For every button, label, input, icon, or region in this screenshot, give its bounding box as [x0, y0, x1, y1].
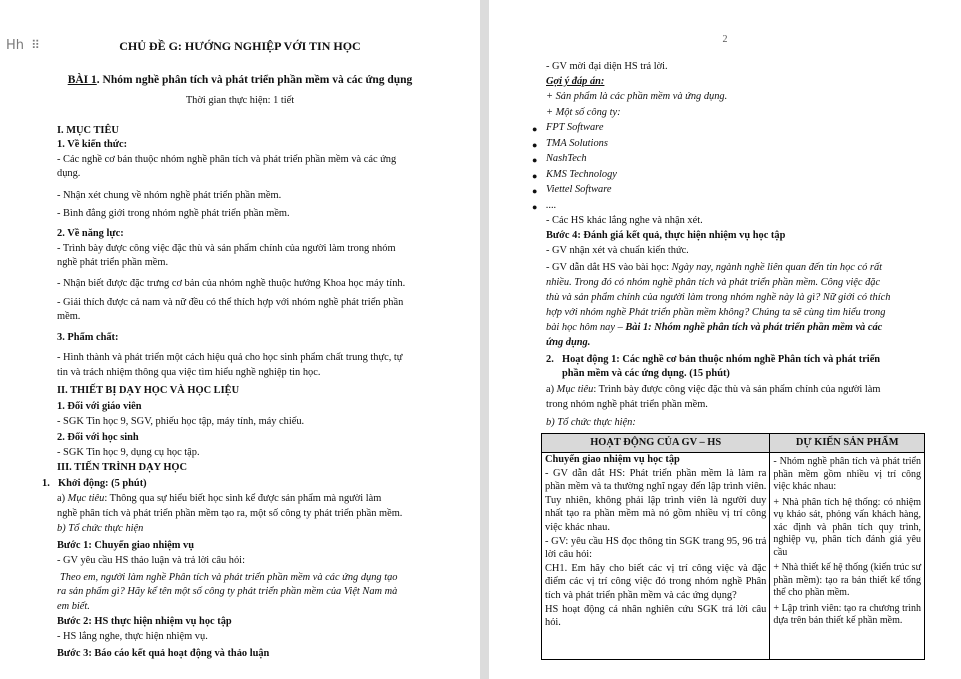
text-line: - SGK Tin học 9, SGV, phiếu học tập, máy tính, máy chiếu.: [57, 416, 305, 427]
text-line: - GV nhận xét và chuẩn kiến thức.: [546, 245, 689, 256]
text-line: - Các HS khác lắng nghe và nhận xét.: [546, 215, 703, 226]
text-line: - GV dẫn dắt HS vào bài học: Ngày nay, ngành nghề liên quan đến tin học có rất: [546, 262, 883, 273]
bullet-icon: ●: [532, 124, 538, 134]
text-line: hợp với nhóm nghề Phát triển phần mềm không? Chúng ta sẽ cùng tìm hiểu trong: [546, 307, 886, 318]
cell-paragraph: - Nhóm nghề phân tích và phát triển phần mềm gồm nhiều vị trí công việc khác nhau:: [773, 456, 921, 492]
document-page-1: [0, 0, 480, 679]
text-line: dụng.: [57, 168, 81, 179]
text-line: Theo em, người làm nghề Phân tích và phát triển phần mềm và các ứng dụng tạo: [60, 572, 398, 583]
text-line: - Trình bày được công việc đặc thù và sản phẩm chính của người làm trong nhóm: [57, 243, 396, 254]
lesson-prefix: BÀI 1: [67, 74, 97, 86]
text-line: - GV yêu cầu HS thảo luận và trả lời câu hỏi:: [57, 555, 245, 566]
page-gap: [480, 0, 489, 679]
table-header: HOẠT ĐỘNG CỦA GV – HS: [542, 434, 770, 453]
text-line: - Nhận xét chung về nhóm nghề phát triển phần mềm.: [57, 190, 282, 201]
text-line: ứng dụng.: [546, 337, 591, 348]
text-line: - Bình đẳng giới trong nhóm nghề phát triển phần mềm.: [57, 208, 290, 219]
text-line: ra sản phẩm gì? Hãy kể tên một số công ty phát triển phần mềm của Việt Nam mà: [57, 586, 398, 597]
list-item: NashTech: [546, 153, 587, 164]
heading-knowledge: 1. Về kiến thức:: [57, 139, 128, 150]
heading-suggested-answer: Gợi ý đáp án:: [546, 76, 605, 87]
cell-paragraph: + Lập trình viên: tạo ra chương trình dựa trên bản thiết kế phần mềm.: [773, 602, 921, 626]
table-row: [542, 453, 925, 660]
heading-step4: Bước 4: Đánh giá kết quả, thực hiện nhiệm vụ học tập: [546, 230, 786, 241]
list-number: 2.: [546, 354, 554, 365]
heading-step1: Bước 1: Chuyển giao nhiệm vụ: [57, 540, 194, 551]
lesson-title-text: . Nhóm nghề phân tích và phát triển phần mềm và các ứng dụng: [96, 74, 413, 86]
text-line: a) Mục tiêu: Trình bày được công việc đặc thù và sản phẩm chính của người làm: [546, 384, 881, 395]
list-number: 1.: [42, 478, 50, 489]
text-line: - Giải thích được cả nam và nữ đều có thể thích hợp với nhóm nghề phát triển phần: [57, 297, 404, 308]
bullet-icon: ●: [532, 202, 538, 212]
bullet-icon: ●: [532, 171, 538, 181]
heading-step2: Bước 2: HS thực hiện nhiệm vụ học tập: [57, 616, 232, 627]
table-cell-products: [770, 453, 925, 660]
heading-qualities: 3. Phẩm chất:: [57, 332, 119, 343]
text-line: a) Mục tiêu: Thông qua sự hiểu biết học sinh kể được sản phẩm mà người làm: [57, 493, 382, 504]
text-line: - Các nghề cơ bản thuộc nhóm nghề phân tích và phát triển phần mềm và các ứng: [57, 154, 397, 165]
text-line: tin và trách nhiệm thông qua việc tìm hiểu nghề nghiệp tin học.: [57, 367, 321, 378]
heading-activity1-cont: phần mềm và các ứng dụng. (15 phút): [562, 368, 730, 379]
text-line: nhiều. Trong đó có nhóm nghề phân tích và phát triển phần mềm. Công việc đặc: [546, 277, 881, 288]
text-line: trong nhóm nghề phát triển phần mềm.: [546, 399, 708, 410]
section-objectives: I. MỤC TIÊU: [57, 125, 119, 136]
drag-handle-icon[interactable]: ⠿: [31, 38, 39, 52]
lesson-title: [0, 73, 480, 88]
text-line: + Một số công ty:: [546, 107, 621, 118]
duration: Thời gian thực hiện: 1 tiết: [185, 95, 295, 106]
text-line: - Hình thành và phát triển một cách hiệu quả cho học sinh phẩm chất trung thực, tự: [57, 352, 403, 363]
cell-title: Chuyển giao nhiệm vụ học tập: [545, 454, 680, 465]
heading-warmup: Khởi động: (5 phút): [58, 478, 147, 489]
heading-competence: 2. Về năng lực:: [57, 228, 124, 239]
list-item: Viettel Software: [546, 184, 612, 195]
bullet-icon: ●: [532, 155, 538, 165]
text-line: - SGK Tin học 9, dụng cụ học tập.: [57, 447, 200, 458]
text-line: + Sản phẩm là các phần mềm và ứng dụng.: [546, 91, 728, 102]
heading-activity1: Hoạt động 1: Các nghề cơ bản thuộc nhóm nghề Phân tích và phát triển: [562, 354, 881, 365]
heading-step3: Bước 3: Báo cáo kết quả hoạt động và thảo luận: [57, 648, 270, 659]
chapter-title: CHỦ ĐỀ G: HƯỚNG NGHIỆP VỚI TIN HỌC: [119, 39, 361, 53]
text-line: b) Tổ chức thực hiện: [57, 523, 144, 534]
section-procedure: III. TIẾN TRÌNH DẠY HỌC: [57, 462, 188, 473]
text-line: nghề phát triển phần mềm.: [57, 257, 169, 268]
cell-paragraph: + Nhà phân tích hệ thống: có nhiệm vụ khảo sát, phỏng vấn khách hàng, xác định và phân tích quy trình, nghiệp vụ, phân tích đánh giá yêu cầu: [773, 496, 921, 558]
text-line: - GV mời đại diện HS trả lời.: [546, 61, 668, 72]
heading-style-label: Hh: [6, 38, 25, 53]
text-line: nghề phân tích và phát triển phần mềm tạo ra, một số công ty phát triển phần mềm.: [57, 508, 403, 519]
text-line: thù và sản phẩm chính của người làm trong nhóm nghề này là gì? Nữ giới có thích: [546, 292, 891, 303]
heading-student: 2. Đối với học sinh: [57, 432, 139, 443]
heading-teacher: 1. Đối với giáo viên: [57, 401, 142, 412]
list-item: KMS Technology: [546, 169, 617, 180]
table-cell-activities: [542, 453, 770, 660]
cell-paragraph: - GV: yêu cầu HS đọc thông tin SGK trang 95, 96 trả lời câu hỏi:: [545, 535, 767, 561]
cell-paragraph: + Nhà thiết kế hệ thống (kiến trúc sư phần mềm): tạo ra bản thiết kế tổng thể cho phần mềm.: [773, 562, 921, 598]
table-header: DỰ KIẾN SẢN PHẨM: [770, 434, 925, 453]
text-line: em biết.: [57, 601, 90, 612]
text-line: bài học hôm nay – Bài 1: Nhóm nghề phân tích và phát triển phần mềm và các: [546, 322, 883, 333]
list-item: TMA Solutions: [546, 138, 608, 149]
activity-table: [541, 433, 925, 660]
list-item: FPT Software: [546, 122, 604, 133]
section-equipment: II. THIẾT BỊ DẠY HỌC VÀ HỌC LIỆU: [57, 385, 240, 396]
table-header-row: [542, 434, 925, 453]
bullet-icon: ●: [532, 140, 538, 150]
bullet-icon: ●: [532, 186, 538, 196]
text-line: mềm.: [57, 311, 81, 322]
text-line: - HS lắng nghe, thực hiện nhiệm vụ.: [57, 631, 208, 642]
text-line: b) Tổ chức thực hiện:: [546, 417, 636, 428]
cell-paragraph: - GV dẫn dắt HS: Phát triển phần mềm là làm ra phần mềm và ta thường nghĩ ngay đến lập trình viên. Tuy nhiên, không phải lập trình viên là người duy nhất tạo ra phần mềm mà nó gồm nhiều vị trí công việc khác nhau.: [545, 467, 767, 533]
cell-paragraph: CH1. Em hãy cho biết các vị trí công việc và đặc điểm các vị trí công việc đó trong nhóm nghề Phân tích và phát triển phần mềm và các ứng dụng?: [545, 562, 767, 601]
page-number: 2: [722, 34, 728, 45]
list-item: ....: [546, 200, 557, 211]
cell-paragraph: HS hoạt động cá nhân nghiên cứu SGK trả lời câu hỏi.: [545, 603, 767, 629]
text-line: - Nhận biết được đặc trưng cơ bản của nhóm nghề thuộc hướng Khoa học máy tính.: [57, 278, 406, 289]
